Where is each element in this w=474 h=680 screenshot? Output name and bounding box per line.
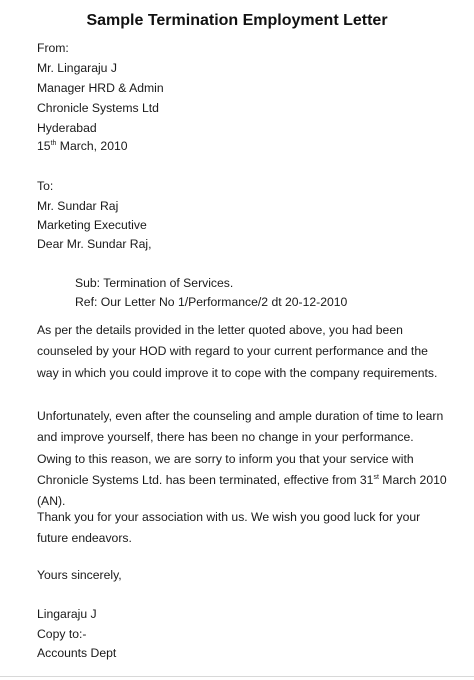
date-rest: March, 2010 [56, 139, 128, 153]
recipient-name: Mr. Sundar Raj [37, 199, 119, 213]
effective-date-suffix: st [373, 473, 379, 481]
body-paragraph-3: Thank you for your association with us. We wish you good luck for your future endeavors. [37, 510, 421, 546]
signature-name: Lingaraju J [37, 607, 97, 621]
reference-line: Ref: Our Letter No 1/Performance/2 dt 20-12-2010 [75, 295, 348, 309]
sender-city: Hyderabad [37, 121, 97, 135]
to-label: To: [37, 179, 54, 193]
subject-line: Sub: Termination of Services. [75, 276, 234, 290]
body-paragraph-1: As per the details provided in the letter quoted above, you had been counseled by your HOD with regard to your current performance and the way in which you could improve it to cope with the company requirements. [37, 323, 438, 380]
from-label: From: [37, 41, 69, 55]
sender-name: Mr. Lingaraju J [37, 61, 117, 75]
bottom-divider [0, 676, 474, 677]
sender-designation: Manager HRD & Admin [37, 81, 164, 95]
salutation: Dear Mr. Sundar Raj, [37, 237, 152, 251]
body-paragraph-2 [37, 406, 447, 512]
copy-to-recipient: Accounts Dept [37, 646, 117, 660]
date-suffix: th [50, 139, 57, 147]
sender-company: Chronicle Systems Ltd [37, 101, 159, 115]
letter-date [37, 138, 128, 154]
copy-to-label: Copy to:- [37, 627, 87, 641]
closing: Yours sincerely, [37, 568, 122, 582]
date-day: 15 [37, 139, 51, 153]
recipient-designation: Marketing Executive [37, 218, 147, 232]
page-title: Sample Termination Employment Letter [86, 12, 388, 29]
paragraph-2-text: Unfortunately, even after the counseling and ample duration of time to learn and improve yourself, there has been no change in your performance. Owing to this reason, we are sorry to inform you that your service with Chronicle Systems Ltd. has been terminated, effective from 31 [37, 409, 444, 487]
paragraph-2-end: March 2010 (AN). [37, 472, 447, 509]
